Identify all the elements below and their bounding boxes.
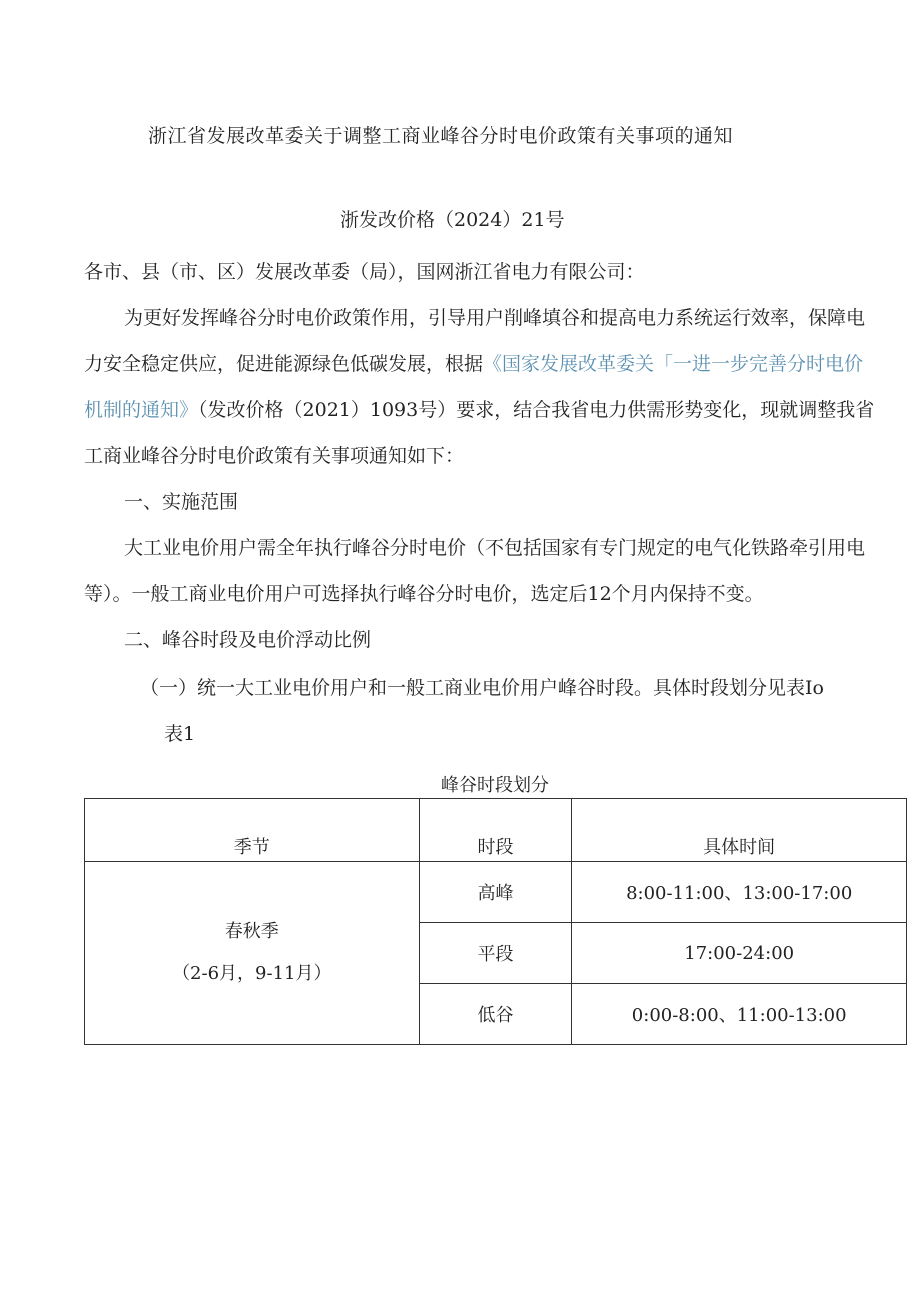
table-header-row bbox=[85, 799, 907, 862]
header-season: 季节 bbox=[85, 799, 420, 862]
intro-line-3 bbox=[84, 398, 874, 422]
season-name: 春秋季 bbox=[224, 921, 279, 942]
section-1-heading: 一、实施范围 bbox=[124, 491, 239, 513]
policy-link-continued[interactable]: 机制的通知》 bbox=[84, 399, 199, 421]
intro-line-2 bbox=[84, 352, 863, 376]
header-time: 具体时间 bbox=[572, 799, 907, 862]
document-title: 浙江省发展改革委关于调整工商业峰谷分时电价政策有关事项的通知 bbox=[148, 125, 734, 147]
section-2-sub-1: （一）统一大工业电价用户和一般工商业电价用户峰谷时段。具体时段划分见表Io bbox=[140, 677, 824, 699]
season-cell bbox=[85, 862, 420, 1045]
time-cell: 0:00-8:00、11:00-13:00 bbox=[572, 984, 907, 1045]
intro-line-4: 工商业峰谷分时电价政策有关事项通知如下： bbox=[84, 445, 465, 467]
table-row bbox=[85, 862, 907, 923]
intro-line-1: 为更好发挥峰谷分时电价政策作用，引导用户削峰填谷和提高电力系统运行效率，保障电 bbox=[124, 307, 866, 329]
intro-line-2-text: 力安全稳定供应，促进能源绿色低碳发展，根据 bbox=[84, 353, 484, 375]
table-caption: 峰谷时段划分 bbox=[441, 775, 549, 796]
document-number: 浙发改价格（2024）21号 bbox=[340, 209, 565, 231]
peak-valley-table bbox=[84, 798, 907, 1045]
season-months: （2-6月，9-11月） bbox=[172, 963, 332, 984]
section-2-heading: 二、峰谷时段及电价浮动比例 bbox=[124, 629, 372, 651]
period-cell: 高峰 bbox=[419, 862, 572, 923]
time-cell: 17:00-24:00 bbox=[572, 923, 907, 984]
table-label: 表1 bbox=[164, 723, 196, 745]
policy-link[interactable]: 《国家发展改革委关「一进一步完善分时电价 bbox=[483, 353, 864, 375]
intro-line-3-text: （发改价格（2021）1093号）要求，结合我省电力供需形势变化，现就调整我省 bbox=[198, 399, 875, 421]
period-cell: 平段 bbox=[419, 923, 572, 984]
section-1-line-1: 大工业电价用户需全年执行峰谷分时电价（不包括国家有专门规定的电气化铁路牵引用电 bbox=[124, 537, 866, 559]
period-cell: 低谷 bbox=[419, 984, 572, 1045]
header-period: 时段 bbox=[419, 799, 572, 862]
section-1-line-2: 等）。一般工商业电价用户可选择执行峰谷分时电价，选定后12个月内保持不变。 bbox=[84, 583, 764, 605]
time-cell: 8:00-11:00、13:00-17:00 bbox=[572, 862, 907, 923]
addressee: 各市、县（市、区）发展改革委（局），国网浙江省电力有限公司： bbox=[84, 261, 645, 283]
